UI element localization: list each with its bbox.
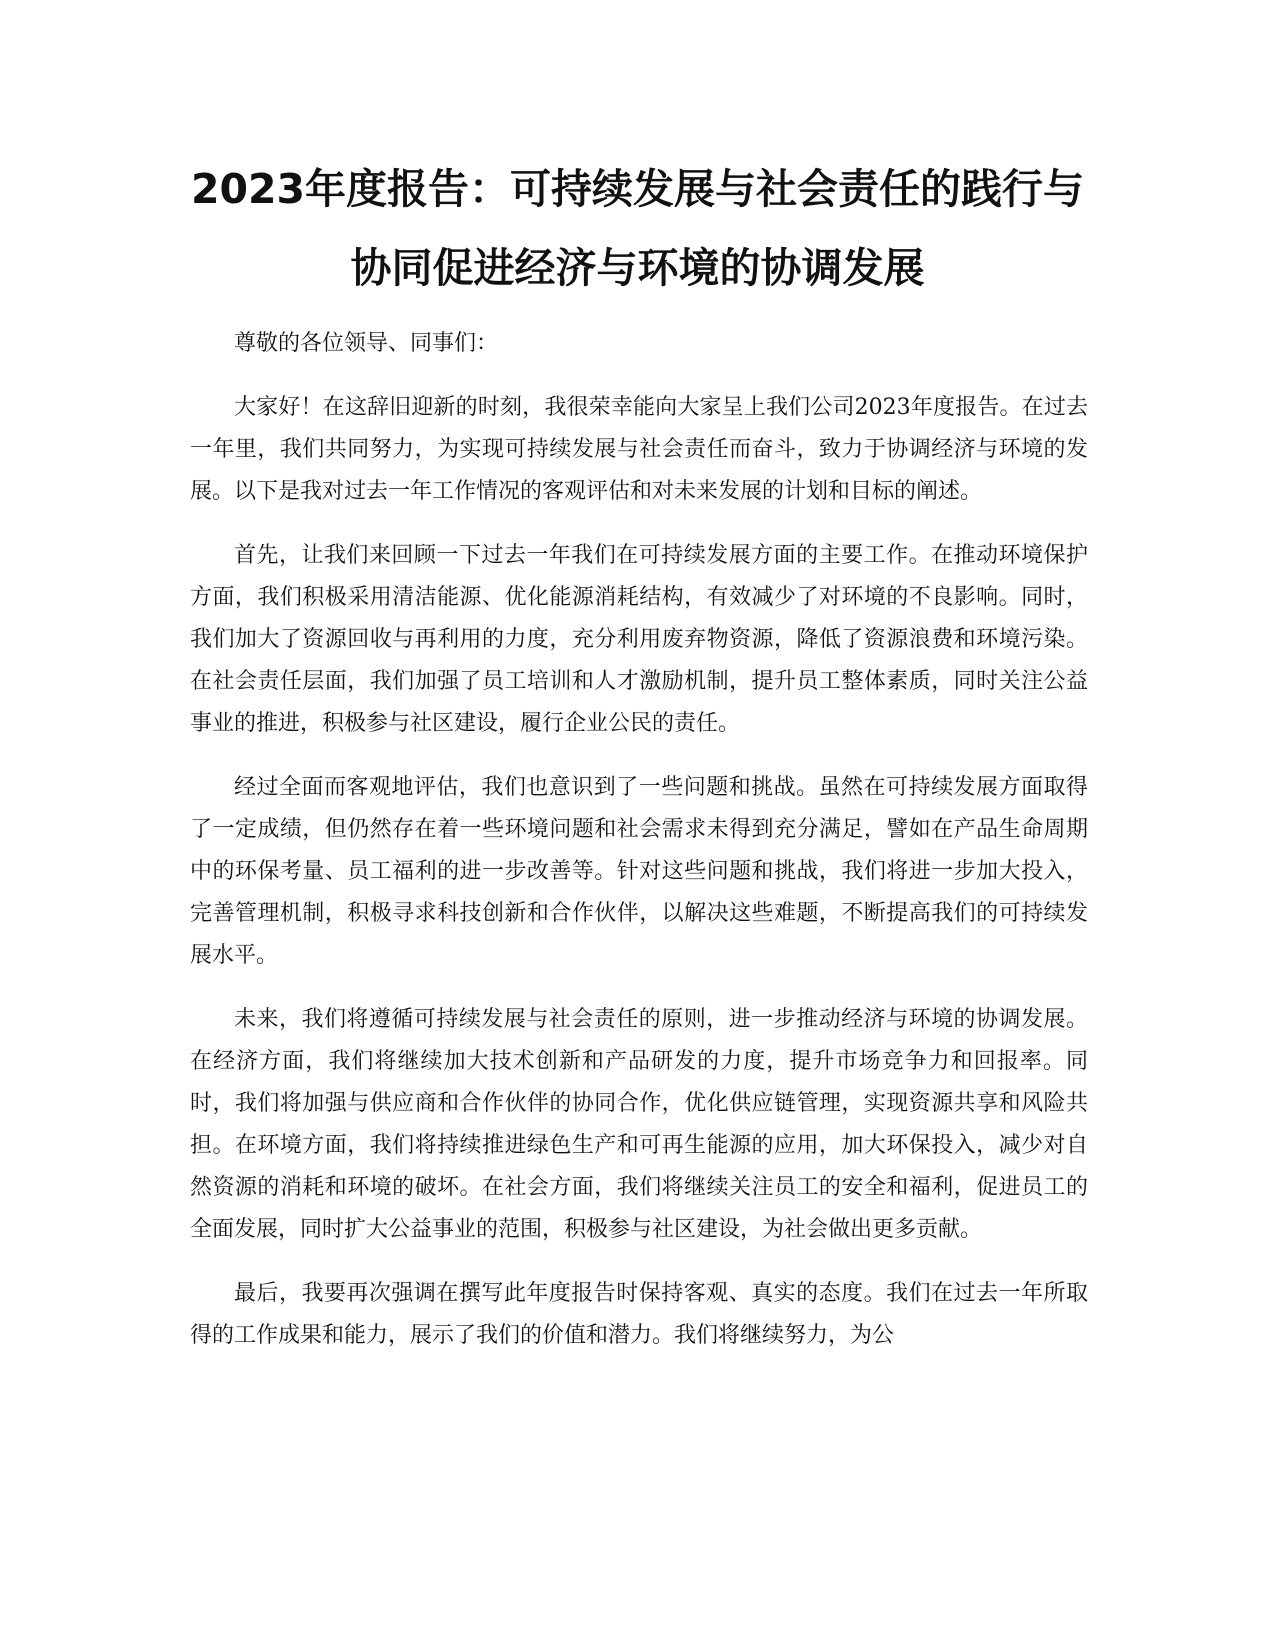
document-title: 2023年度报告：可持续发展与社会责任的践行与协同促进经济与环境的协调发展	[190, 165, 1085, 292]
paragraph-closing: 最后，我要再次强调在撰写此年度报告时保持客观、真实的态度。我们在过去一年所取得的工作成果和能力，展示了我们的价值和潜力。我们将继续努力，为公	[190, 1281, 1088, 1348]
paragraph-challenges: 经过全面而客观地评估，我们也意识到了一些问题和挑战。虽然在可持续发展方面取得了一定成绩，但仍然存在着一些环境问题和社会需求未得到充分满足，譬如在产品生命周期中的环保考量、员工福利的进一步改善等。针对这些问题和挑战，我们将进一步加大投入，完善管理机制，积极寻求科技创新和合作伙伴，以解决这些难题，不断提高我们的可持续发展水平。	[190, 775, 1088, 968]
paragraph-future: 未来，我们将遵循可持续发展与社会责任的原则，进一步推动经济与环境的协调发展。在经济方面，我们将继续加大技术创新和产品研发的力度，提升市场竞争力和回报率。同时，我们将加强与供应商和合作伙伴的协同合作，优化供应链管理，实现资源共享和风险共担。在环境方面，我们将持续推进绿色生产和可再生能源的应用，加大环保投入，减少对自然资源的消耗和环境的破坏。在社会方面，我们将继续关注员工的安全和福利，促进员工的全面发展，同时扩大公益事业的范围，积极参与社区建设，为社会做出更多贡献。	[190, 1007, 1088, 1242]
paragraph-review: 首先，让我们来回顾一下过去一年我们在可持续发展方面的主要工作。在推动环境保护方面，我们积极采用清洁能源、优化能源消耗结构，有效减少了对环境的不良影响。同时，我们加大了资源回收与再利用的力度，充分利用废弃物资源，降低了资源浪费和环境污染。在社会责任层面，我们加强了员工培训和人才激励机制，提升员工整体素质，同时关注公益事业的推进，积极参与社区建设，履行企业公民的责任。	[190, 543, 1088, 736]
paragraph-salutation: 尊敬的各位领导、同事们：	[234, 331, 499, 356]
paragraph-greeting: 大家好！在这辞旧迎新的时刻，我很荣幸能向大家呈上我们公司2023年度报告。在过去一年里，我们共同努力，为实现可持续发展与社会责任而奋斗，致力于协调经济与环境的发展。以下是我对过去一年工作情况的客观评估和对未来发展的计划和目标的阐述。	[190, 395, 1088, 504]
document-body	[190, 323, 1088, 1379]
